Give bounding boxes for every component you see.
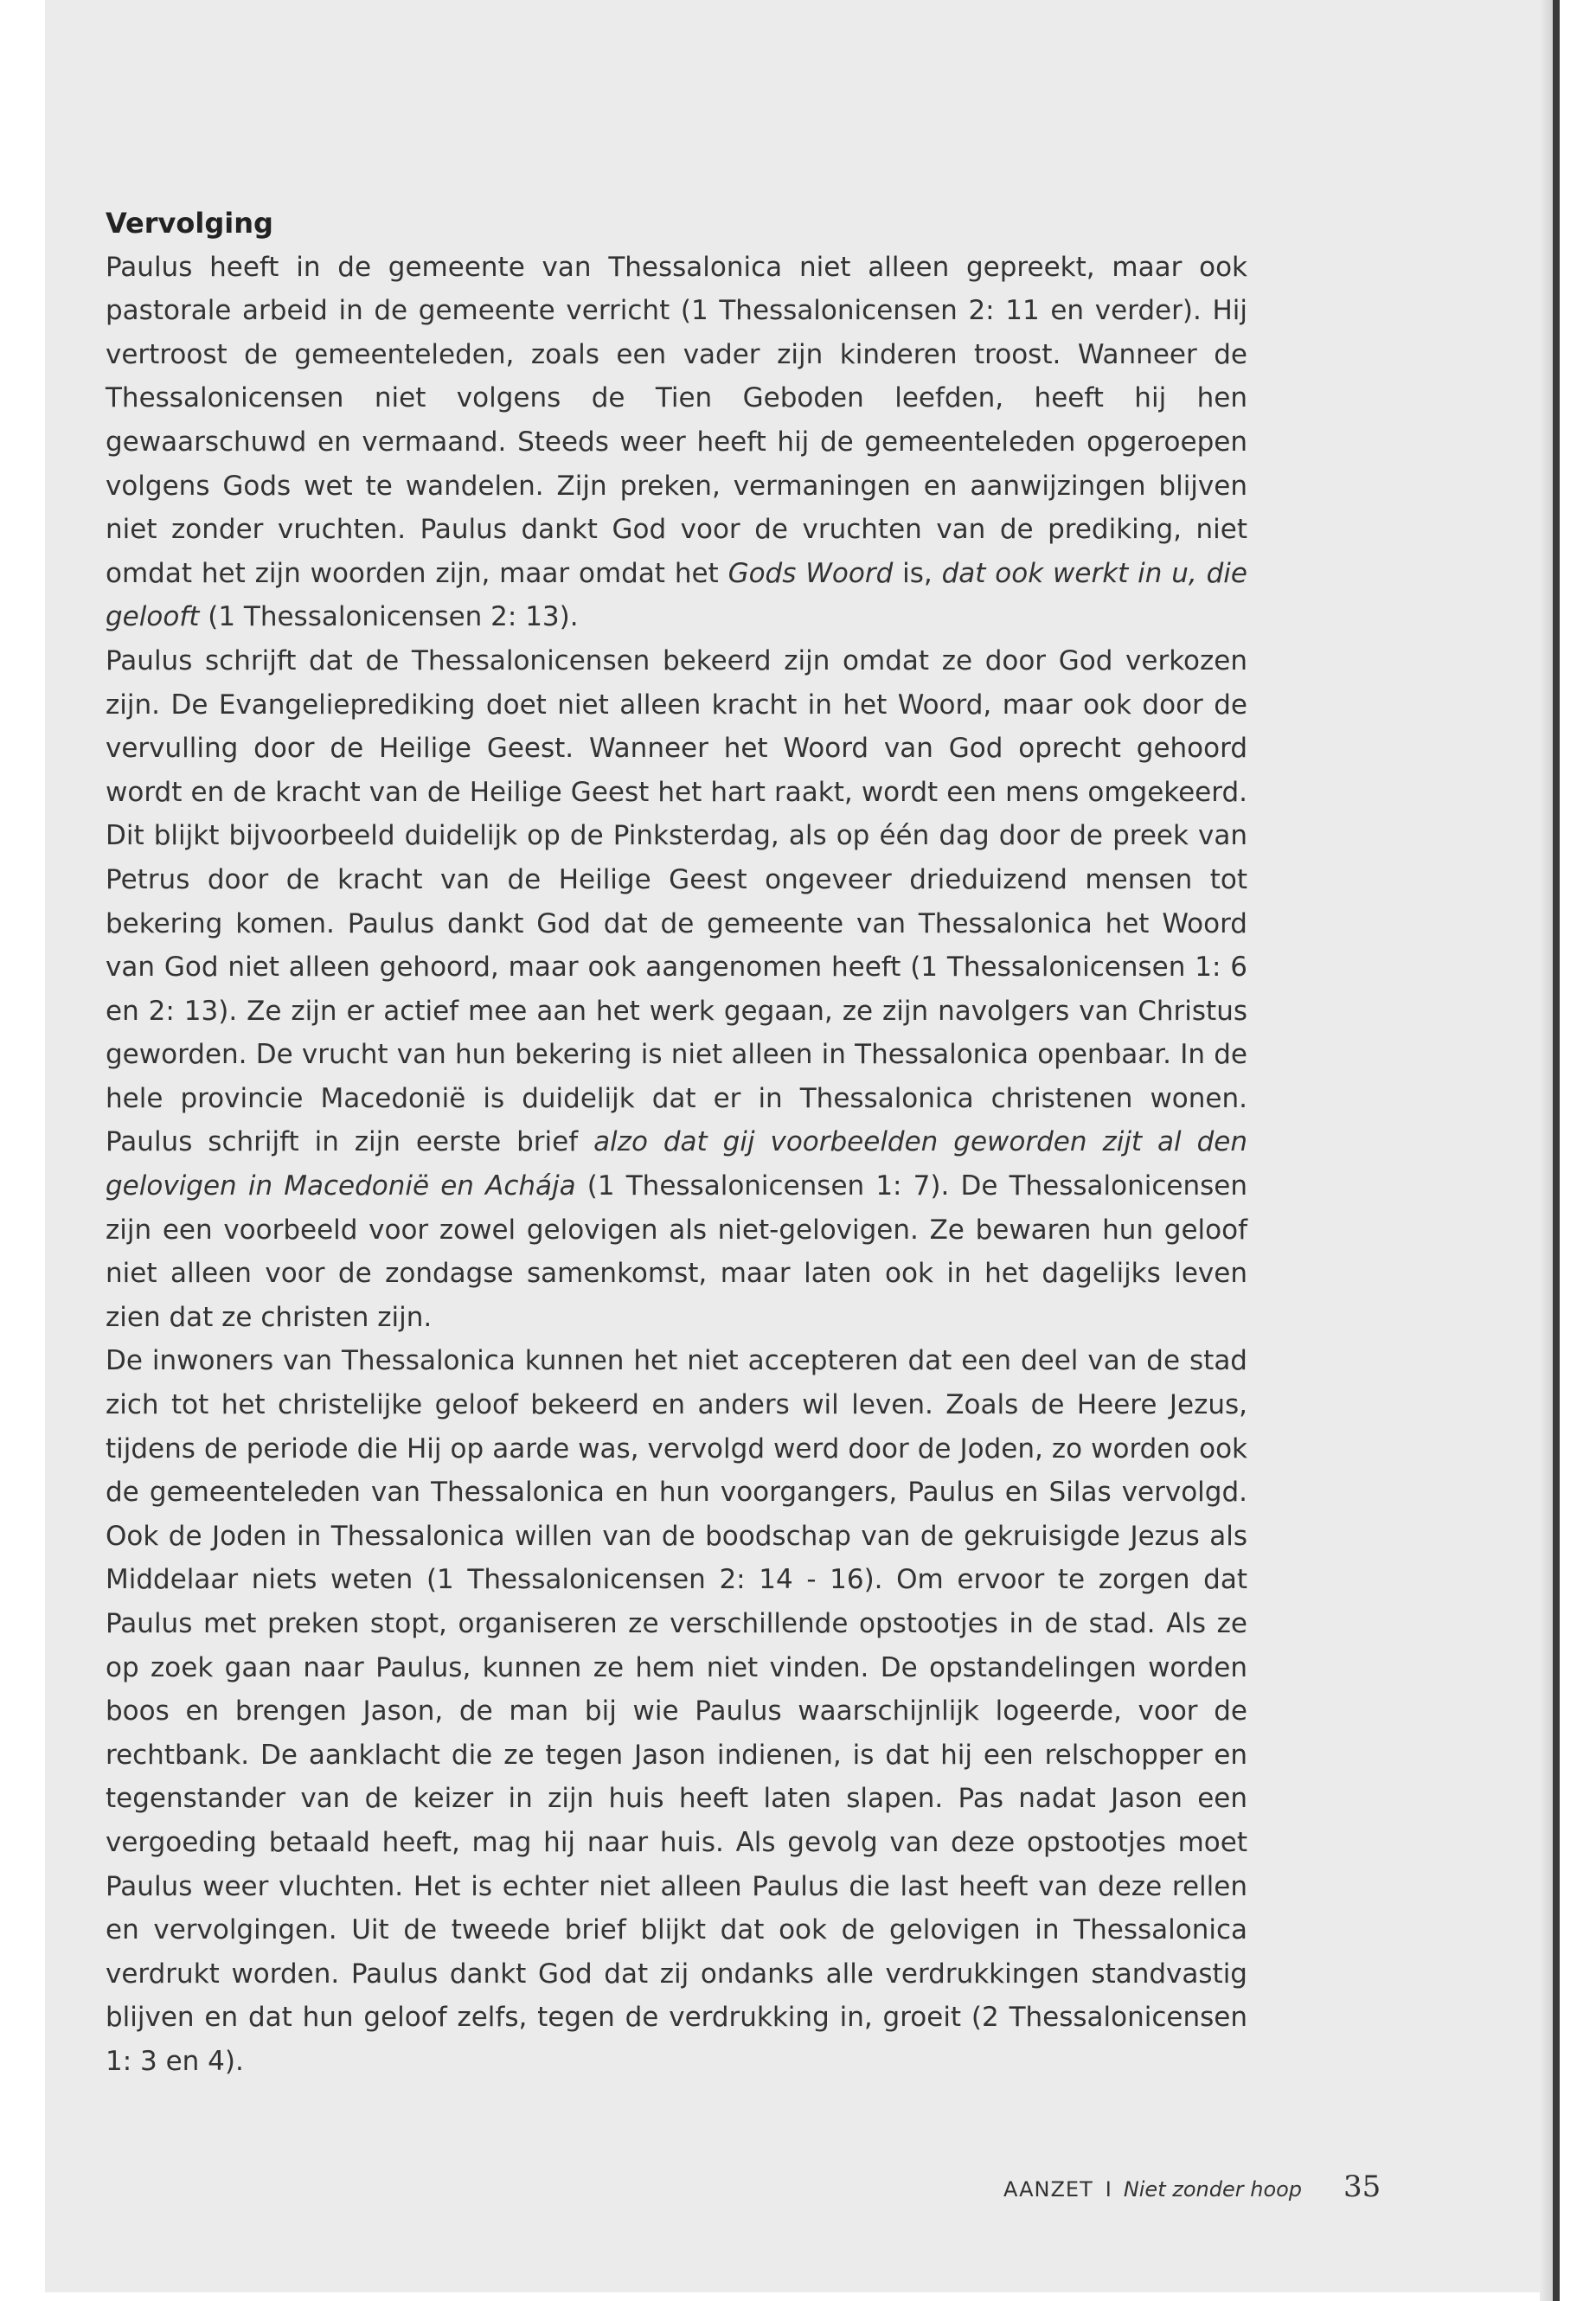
text-run: De inwoners van Thessalonica kunnen het niet accepteren dat een deel van de stad zich tot het christelijke geloof bekeerd en anders wil leven. Zoals de Heere Jezus, tijdens de periode die Hij op aarde was, vervolgd werd door de Joden, zo worden ook de gemeenteleden van Thessalonica en hun voorgangers, Paulus en Silas vervolgd. Ook de Joden in Thessalonica willen van de boodschap van de gekruisigde Jezus als Middelaar niets weten (1 Thessalonicensen 2: 14 - 16). Om ervoor te zorgen dat Paulus met preken stopt, organiseren ze verschillende opstootjes in de stad. Als ze op zoek gaan naar Paulus, kunnen ze hem niet vinden. De opstandelingen worden boos en brengen Jason, de man bij wie Paulus waarschijnlijk logeerde, voor de rechtbank. De aanklacht die ze tegen Jason indienen, is dat hij een relschopper en tegenstander van de keizer in zijn huis heeft laten slapen. Pas nadat Jason een vergoeding betaald heeft, mag hij naar huis. Als gevolg van deze opstootjes moet Paulus weer vluchten. Het is echter niet alleen Paulus die last heeft van deze rellen en vervolgingen. Uit de tweede brief blijkt dat ook de gelovigen in Thessalonica verdrukt worden. Paulus dankt God dat zij ondanks alle verdrukkingen standvastig blijven en dat hun geloof zelfs, tegen de verdrukking in, groeit (2 Thessalonicensen 1: 3 en 4). <box>106 1345 1247 2077</box>
italic-quote: dat ook werkt in u, die gelooft <box>106 557 1247 633</box>
paragraph-2 <box>106 639 1247 1340</box>
footer-separator: I <box>1105 2177 1112 2202</box>
book-spine <box>1553 0 1560 2301</box>
paragraph-3 <box>106 1339 1247 2083</box>
text-run: (1 Thessalonicensen 1: 7). De Thessalonicensen zijn een voorbeeld voor zowel gelovigen als niet-gelovigen. Ze bewaren hun geloof niet alleen voor de zondagse samenkomst, maar laten ook in het dagelijks leven zien dat ze christen zijn. <box>106 1170 1247 1333</box>
page-number: 35 <box>1343 2170 1381 2204</box>
text-run: is, <box>893 557 942 589</box>
page-gutter <box>1540 0 1553 2301</box>
paragraph-1 <box>106 246 1247 639</box>
text-run: (1 Thessalonicensen 2: 13). <box>199 601 579 633</box>
text-run: Paulus schrijft dat de Thessalonicensen bekeerd zijn omdat ze door God verkozen zijn. De Evangelieprediking doet niet alleen kracht in het Woord, maar ook door de vervulling door de Heilige Geest. Wanneer het Woord van God oprecht gehoord wordt en de kracht van de Heilige Geest het hart raakt, wordt een mens omgekeerd. Dit blijkt bijvoorbeeld duidelijk op de Pinksterdag, als op één dag door de preek van Petrus door de kracht van de Heilige Geest ongeveer drieduizend mensen tot bekering komen. Paulus dankt God dat de gemeente van Thessalonica het Woord van God niet alleen gehoord, maar ook aangenomen heeft (1 Thessalonicensen 1: 6 en 2: 13). Ze zijn er actief mee aan het werk gegaan, ze zijn navolgers van Christus geworden. De vrucht van hun bekering is niet alleen in Thessalonica openbaar. In de hele provincie Macedonië is duidelijk dat er in Thessalonica christenen wonen. Paulus schrijft in zijn eerste brief <box>106 644 1247 1158</box>
footer-series: AANZET <box>1003 2177 1093 2202</box>
italic-quote: Gods Woord <box>727 557 894 589</box>
footer-title: Niet zonder hoop <box>1123 2177 1303 2202</box>
italic-quote: alzo dat gij voorbeelden geworden zijt al den gelovigen in Macedonië en Achája <box>106 1126 1247 1202</box>
page-footer <box>1003 2170 1401 2204</box>
page-content <box>106 202 1247 2084</box>
text-run: Paulus heeft in de gemeente van Thessalonica niet alleen gepreekt, maar ook pastorale arbeid in de gemeente verricht (1 Thessalonicensen 2: 11 en verder). Hij vertroost de gemeenteleden, zoals een vader zijn kinderen troost. Wanneer de Thessalonicensen niet volgens de Tien Geboden leefden, heeft hij hen gewaarschuwd en vermaand. Steeds weer heeft hij de gemeenteleden opgeroepen volgens Gods wet te wandelen. Zijn preken, vermaningen en aanwijzingen blijven niet zonder vruchten. Paulus dankt God voor de vruchten van de prediking, niet omdat het zijn woorden zijn, maar omdat het <box>106 251 1247 589</box>
section-heading: Vervolging <box>106 207 273 240</box>
